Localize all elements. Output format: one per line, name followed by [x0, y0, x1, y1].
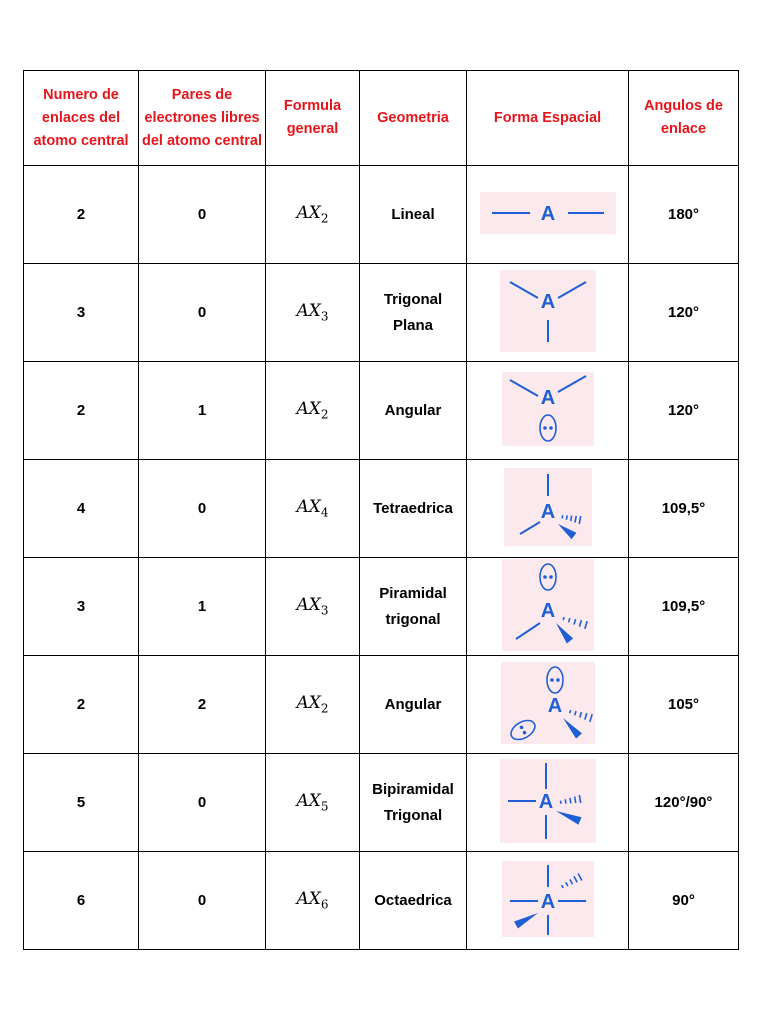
- geometry-line-1: Piramidal: [379, 584, 447, 602]
- linear-molecule-icon: [480, 192, 616, 234]
- table-row: [24, 166, 739, 264]
- formula: [296, 203, 329, 226]
- formula-cell: [266, 460, 360, 558]
- geometry-cell: [360, 558, 467, 656]
- angle-cell: 109,5°: [629, 558, 739, 656]
- formula-subscript: 5: [320, 799, 329, 814]
- formula-base: AX: [296, 595, 321, 616]
- bonds-cell: 4: [24, 460, 139, 558]
- lone-pairs-cell: 0: [139, 166, 266, 264]
- atom-label: A: [547, 694, 562, 717]
- geometry-cell: [360, 460, 467, 558]
- formula-subscript: 3: [320, 603, 329, 618]
- bonds-cell: 2: [24, 362, 139, 460]
- header-lone-pairs: Pares de electrones libres del atomo central: [139, 71, 266, 166]
- lone-pairs-cell: 0: [139, 754, 266, 852]
- angle-cell: 90°: [629, 852, 739, 950]
- formula-cell: [266, 362, 360, 460]
- atom-label: A: [540, 890, 555, 913]
- formula-cell: [266, 852, 360, 950]
- atom-label: A: [540, 599, 555, 622]
- shape-cell: [467, 362, 629, 460]
- header-angles: Angulos de enlace: [629, 71, 739, 166]
- lone-pairs-cell: 1: [139, 362, 266, 460]
- formula-base: AX: [296, 301, 321, 322]
- geometry-line-1: Bipiramidal: [372, 780, 454, 798]
- geometry-cell: [360, 754, 467, 852]
- formula-cell: [266, 656, 360, 754]
- geometry-cell: [360, 166, 467, 264]
- angle-cell: 120°: [629, 264, 739, 362]
- shape-cell: [467, 656, 629, 754]
- formula-subscript: 2: [320, 407, 329, 422]
- table-row: [24, 558, 739, 656]
- atom-label: A: [538, 790, 553, 813]
- atom-label: A: [540, 290, 555, 313]
- lone-pairs-cell: 0: [139, 852, 266, 950]
- trigonal-bipyramidal-molecule-icon: [500, 759, 596, 843]
- bent-two-lone-pairs-molecule-icon: [501, 662, 595, 744]
- geometry-line-1: Angular: [384, 401, 442, 419]
- octahedral-molecule-icon: [502, 861, 594, 937]
- shape-cell: [467, 460, 629, 558]
- shape-cell: [467, 852, 629, 950]
- geometry-line-1: Lineal: [391, 205, 435, 223]
- bonds-cell: 5: [24, 754, 139, 852]
- formula: [296, 693, 329, 716]
- formula-cell: [266, 264, 360, 362]
- geometry-line-2: Plana: [392, 316, 434, 334]
- geometry-cell: [360, 264, 467, 362]
- table-row: [24, 264, 739, 362]
- formula-base: AX: [296, 203, 321, 224]
- bonds-cell: 2: [24, 656, 139, 754]
- geometry-cell: [360, 656, 467, 754]
- formula: [296, 791, 329, 814]
- angle-cell: 109,5°: [629, 460, 739, 558]
- header-formula: Formula general: [266, 71, 360, 166]
- lone-pairs-cell: 0: [139, 264, 266, 362]
- geometry-line-1: Tetraedrica: [373, 499, 453, 517]
- lone-pairs-cell: 0: [139, 460, 266, 558]
- atom-label: A: [540, 500, 555, 523]
- table-row: [24, 754, 739, 852]
- shape-cell: [467, 264, 629, 362]
- angle-cell: 105°: [629, 656, 739, 754]
- header-bonds: Numero de enlaces del atomo central: [24, 71, 139, 166]
- formula: [296, 497, 329, 520]
- tetrahedral-molecule-icon: [504, 468, 592, 546]
- geometry-line-1: Angular: [384, 695, 442, 713]
- formula-subscript: 2: [320, 701, 329, 716]
- formula-subscript: 3: [320, 309, 329, 324]
- formula-subscript: 4: [320, 505, 329, 520]
- formula: [296, 889, 329, 912]
- formula-subscript: 6: [320, 897, 329, 912]
- table-row: [24, 460, 739, 558]
- geometry-line-1: Trigonal: [383, 290, 443, 308]
- angle-cell: 120°: [629, 362, 739, 460]
- formula: [296, 595, 329, 618]
- geometry-line-2: Trigonal: [383, 806, 443, 824]
- geometry-line-1: Octaedrica: [374, 891, 452, 909]
- atom-label: A: [540, 202, 555, 225]
- header-geometry: Geometria: [360, 71, 467, 166]
- table-row: [24, 362, 739, 460]
- formula-cell: [266, 558, 360, 656]
- angle-cell: 120°/90°: [629, 754, 739, 852]
- geometry-cell: [360, 362, 467, 460]
- formula-base: AX: [296, 497, 321, 518]
- bonds-cell: 3: [24, 558, 139, 656]
- formula-base: AX: [296, 399, 321, 420]
- table-row: [24, 852, 739, 950]
- angle-cell: 180°: [629, 166, 739, 264]
- geometry-line-2: trigonal: [385, 610, 441, 628]
- lone-pairs-cell: 1: [139, 558, 266, 656]
- vsepr-table: [23, 70, 739, 950]
- bonds-cell: 3: [24, 264, 139, 362]
- trigonal-pyramidal-molecule-icon: [502, 559, 594, 651]
- bent-one-lone-pair-molecule-icon: [502, 372, 594, 446]
- lone-pairs-cell: 2: [139, 656, 266, 754]
- shape-cell: [467, 166, 629, 264]
- formula-base: AX: [296, 791, 321, 812]
- header-row: [24, 71, 739, 166]
- table-row: [24, 656, 739, 754]
- shape-cell: [467, 558, 629, 656]
- formula-subscript: 2: [320, 211, 329, 226]
- header-shape: Forma Espacial: [467, 71, 629, 166]
- formula-cell: [266, 166, 360, 264]
- shape-cell: [467, 754, 629, 852]
- trigonal-planar-molecule-icon: [500, 270, 596, 352]
- formula: [296, 399, 329, 422]
- atom-label: A: [540, 386, 555, 409]
- formula-base: AX: [296, 693, 321, 714]
- bonds-cell: 2: [24, 166, 139, 264]
- formula-base: AX: [296, 889, 321, 910]
- bonds-cell: 6: [24, 852, 139, 950]
- formula-cell: [266, 754, 360, 852]
- geometry-cell: [360, 852, 467, 950]
- formula: [296, 301, 329, 324]
